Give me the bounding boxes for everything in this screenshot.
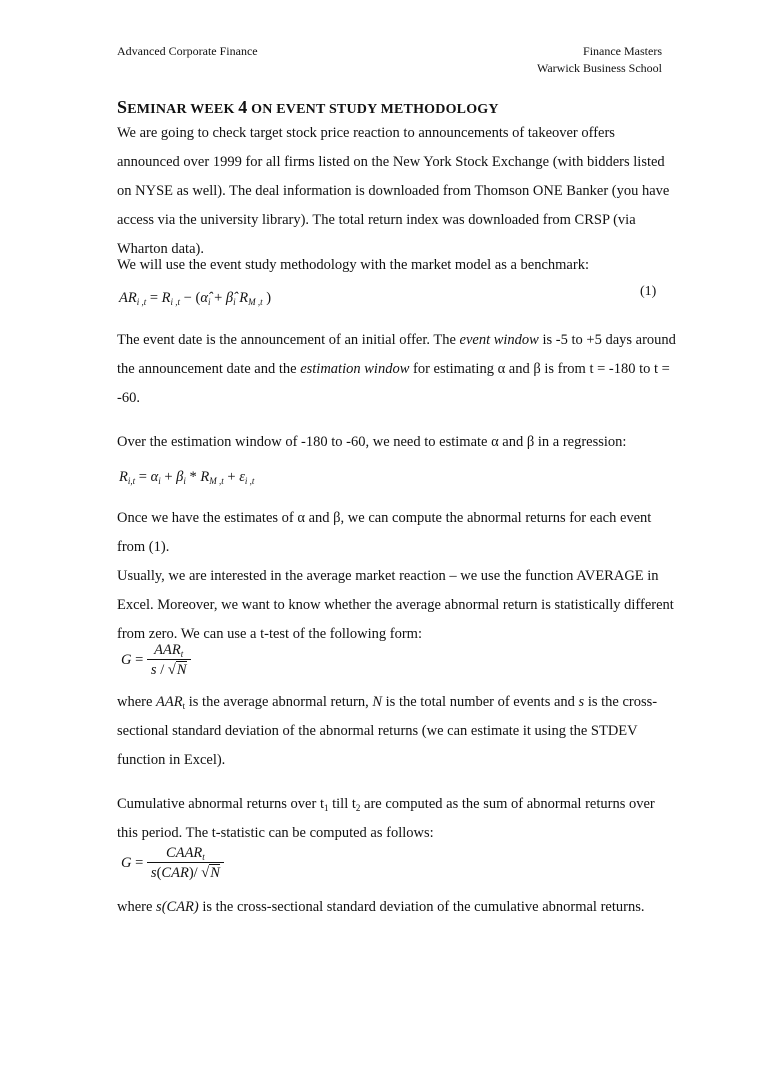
paragraph-aar-definition [117, 688, 677, 775]
header-right-line1: Finance Masters [583, 44, 662, 58]
equation-t-statistic-caar: G = $\frac{CAAR_t}{\text{s(CAR)/ √N}}$ [121, 844, 224, 883]
subscript: 2 [355, 803, 361, 813]
document-title [117, 97, 499, 118]
text: for estimating α and β is from t = -180 to t = -60. [117, 361, 670, 406]
equation-market-model: $R_{i,t} = \alpha_i + \beta_i * R_{M ,t} + \varepsilon_{i ,t}$ [119, 469, 255, 486]
equation-number: (1) [640, 284, 657, 299]
text: is -5 to +5 days around the announcement date and the [117, 332, 676, 377]
term-n: N [372, 694, 383, 710]
text: is the total number of events and [382, 694, 579, 710]
paragraph-car [117, 790, 677, 848]
title-part2: ON EVENT STUDY METHODOLOGY [247, 102, 499, 117]
equation-abnormal-return: $AR_{i ,t} = R_{i ,t}$ − ($\alphâ_i$ + $\betâ_i$ $R_{M ,t}$ ) [119, 290, 272, 307]
paragraph-ttest: Usually, we are interested in the average market reaction – we use the function AVERAGE in Excel. Moreover, we want to know whether the average abnormal return is statistically different from zero. We can use a t-test of the following form: [117, 568, 674, 642]
term-event-window: event window [459, 332, 539, 348]
header-right-line2: Warwick Business School [536, 61, 662, 75]
equation-t-statistic-aar: G = $\frac{AAR_t}{s / √N}$ [121, 641, 191, 680]
paragraph-scar-definition [117, 893, 697, 922]
title-part1: EMINAR WEEK [127, 102, 239, 117]
term-scar: s(CAR) [156, 899, 199, 915]
text: is the cross-sectional standard deviation of the abnormal returns (we can estimate it using the STDEV function in Excel). [117, 694, 658, 768]
title-week-number: 4 [238, 97, 248, 117]
term-estimation-window: estimation window [300, 361, 410, 377]
paragraph-event-window [117, 326, 677, 413]
title-initial: S [117, 97, 128, 117]
term-aar: AAR [156, 694, 183, 710]
text: are computed as the sum of abnormal returns over this period. The t-statistic can be computed as follows: [117, 796, 655, 841]
paragraph-intro: We are going to check target stock price reaction to announcements of takeover offers announced over 1999 for all firms listed on the New York Stock Exchange (with bidders listed on NYSE as well). The deal information is downloaded from Thomson ONE Banker (you have access via the university library). The total return index was downloaded from CRSP (via Wharton data). [117, 125, 670, 257]
subscript: t [182, 701, 186, 711]
subscript: 1 [323, 803, 329, 813]
text: is the cross-sectional standard deviation of the cumulative abnormal returns. [198, 899, 645, 915]
text: The event date is the announcement of an initial offer. The [117, 332, 460, 348]
paragraph-methodology: We will use the event study methodology with the market model as a benchmark: [117, 257, 589, 273]
text: Cumulative abnormal returns over t [117, 796, 324, 812]
paragraph-regression: Over the estimation window of -180 to -60, we need to estimate α and β in a regression: [117, 434, 627, 450]
paragraph-estimates: Once we have the estimates of α and β, we can compute the abnormal returns for each event from (1). [117, 510, 652, 555]
text: till t [328, 796, 356, 812]
text: where [117, 694, 157, 710]
term-s: s [578, 694, 585, 710]
text: is the average abnormal return, [185, 694, 373, 710]
text: where [117, 899, 157, 915]
header-left: Advanced Corporate Finance [117, 44, 258, 58]
